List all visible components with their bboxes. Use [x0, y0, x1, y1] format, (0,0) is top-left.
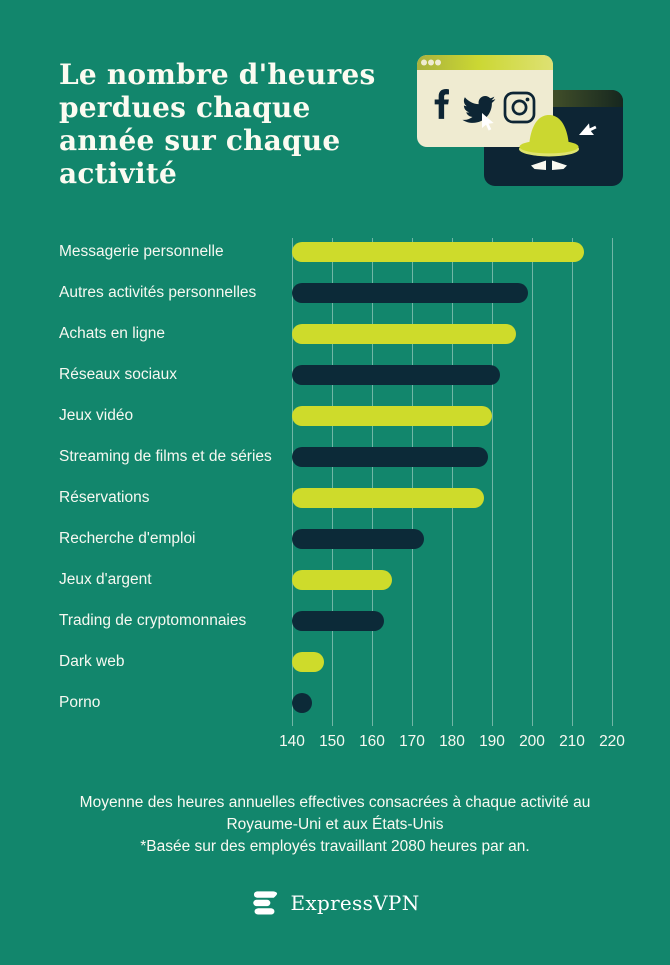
chart-row	[0, 570, 670, 590]
row-label: Streaming de films et de séries	[59, 448, 272, 465]
footnote	[35, 792, 635, 858]
bar	[292, 406, 492, 426]
chart-row	[0, 488, 670, 508]
x-tick-label: 200	[519, 733, 545, 750]
chart-row	[0, 406, 670, 426]
chart-row	[0, 652, 670, 672]
row-label: Autres activités personnelles	[59, 284, 257, 301]
bar	[292, 693, 312, 713]
x-tick-label: 190	[479, 733, 505, 750]
brand-name: ExpressVPN	[290, 891, 420, 915]
chart-row	[0, 693, 670, 713]
row-label: Achats en ligne	[59, 325, 165, 342]
bar	[292, 365, 500, 385]
bar	[292, 242, 584, 262]
chart-row	[0, 324, 670, 344]
x-tick-label: 180	[439, 733, 465, 750]
x-tick-label: 220	[599, 733, 625, 750]
chart-row	[0, 611, 670, 631]
footnote-line: Royaume-Uni et aux États-Unis	[226, 816, 444, 833]
title-line: année sur chaque	[59, 124, 341, 157]
row-label: Réseaux sociaux	[59, 366, 178, 383]
bar	[292, 529, 424, 549]
x-tick-label: 210	[559, 733, 585, 750]
bar	[292, 570, 392, 590]
title-line: Le nombre d'heures	[59, 58, 376, 91]
x-tick-label: 140	[279, 733, 305, 750]
footnote-line: *Basée sur des employés travaillant 2080 heures par an.	[140, 838, 530, 855]
chart-row	[0, 283, 670, 303]
bar	[292, 611, 384, 631]
chart-row	[0, 447, 670, 467]
row-label: Recherche d'emploi	[59, 530, 196, 547]
bar	[292, 652, 324, 672]
x-tick-label: 170	[399, 733, 425, 750]
chart-row	[0, 242, 670, 262]
row-label: Jeux d'argent	[59, 571, 152, 588]
chart-row	[0, 365, 670, 385]
expressvpn-logomark-icon	[250, 888, 281, 918]
bar	[292, 324, 516, 344]
title-line: perdues chaque	[59, 91, 311, 124]
row-label: Porno	[59, 694, 101, 711]
bar	[292, 488, 484, 508]
brand-logo	[0, 886, 670, 920]
row-label: Jeux vidéo	[59, 407, 134, 424]
row-label: Trading de cryptomonnaies	[59, 612, 247, 629]
title-line: activité	[59, 157, 178, 190]
bar	[292, 447, 488, 467]
chart-row	[0, 529, 670, 549]
x-tick-label: 160	[359, 733, 385, 750]
row-label: Réservations	[59, 489, 150, 506]
row-label: Messagerie personnelle	[59, 243, 224, 260]
row-label: Dark web	[59, 653, 125, 670]
bar	[292, 283, 528, 303]
x-tick-label: 150	[319, 733, 345, 750]
footnote-line: Moyenne des heures annuelles effectives consacrées à chaque activité au	[79, 794, 591, 811]
